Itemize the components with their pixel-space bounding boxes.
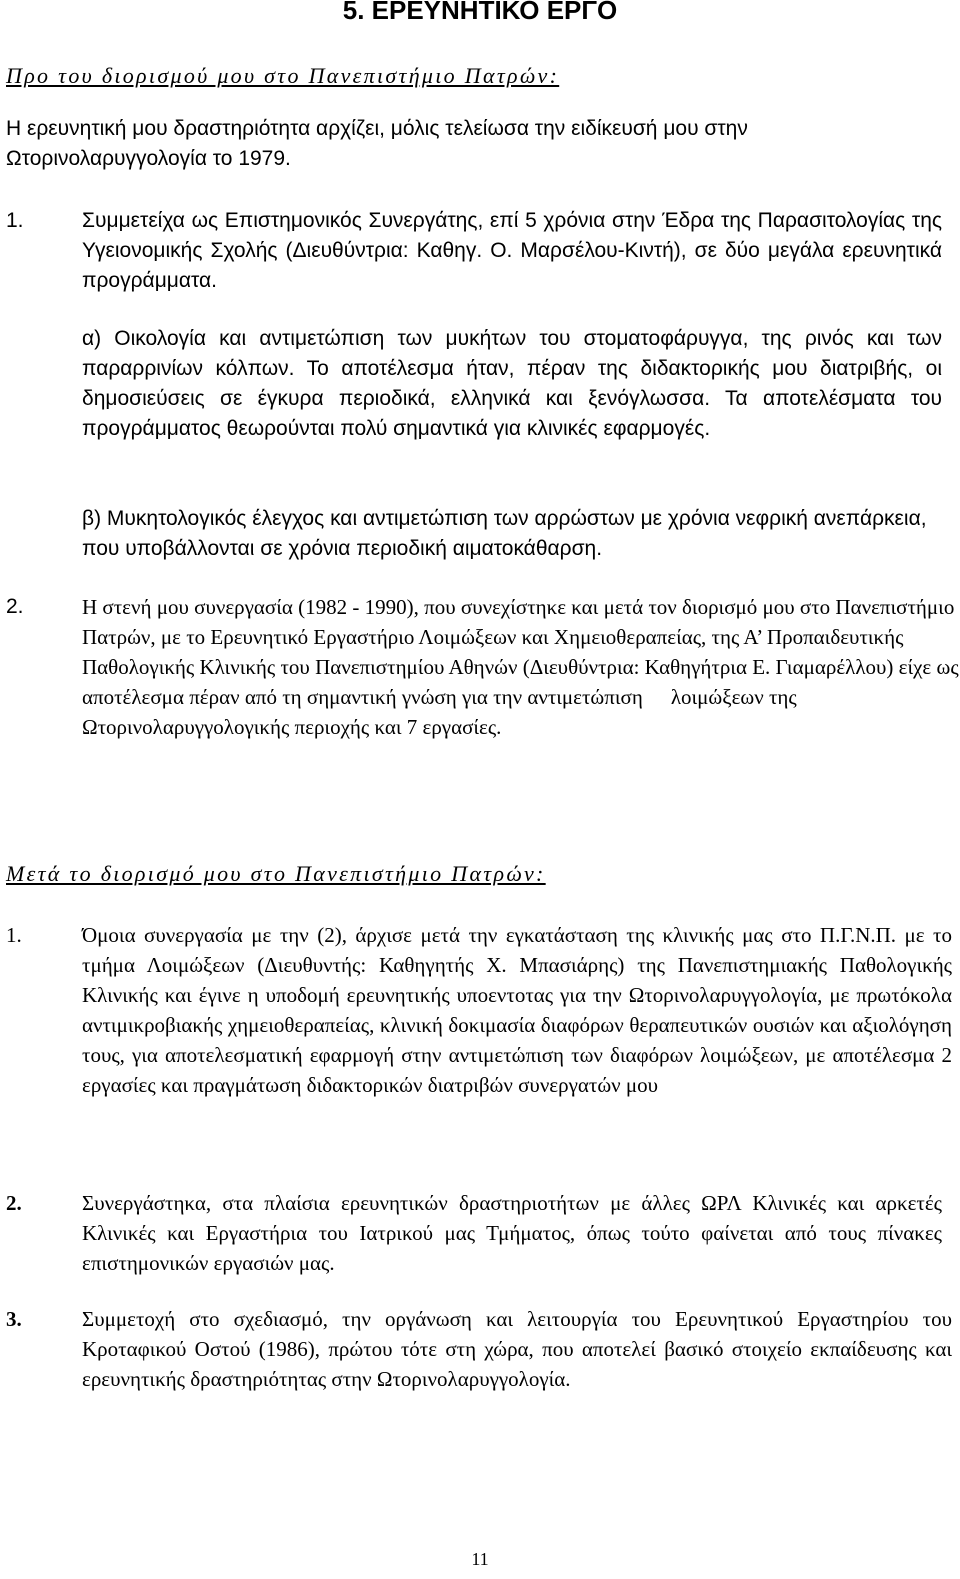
before-item-1-sub-b: β) Μυκητολογικός έλεγχος και αντιμετώπιση των αρρώστων με χρόνια νεφρική ανεπάρκεια, που υποβάλλονται σε χρόνια περιοδική αιματοκάθαρση. — [82, 507, 927, 560]
section-heading-after-appointment: Μετά το διορισμό μου στο Πανεπιστήμιο Πατρών: — [6, 861, 546, 886]
before-item-2-text-part1: Η στενή μου συνεργασία (1982 - 1990), που συνεχίστηκε και μετά τον διορισμό μου στο Πανεπιστήμιο Πατρών, με το Ερευνητικό Εργαστήριο Λοιμώξεων και Χημειοθεραπείας, της Α’ Προπαιδευτικής Παθολογικής Κλινικής του Πανεπιστημίου Αθηνών (Διευθύντρια: Καθηγήτρια Ε. Γιαμαρέλλου) είχε ως αποτέλεσμα πέραν από τη σημαντική γνώση για την αντιμετώπιση — [82, 595, 959, 709]
page-number: 11 — [471, 1549, 489, 1569]
before-item-1-number: 1. — [6, 209, 24, 232]
before-item-2-number: 2. — [6, 595, 24, 618]
after-item-3-number: 3. — [6, 1307, 22, 1331]
after-item-1-text: Όμοια συνεργασία με την (2), άρχισε μετά την εγκατάσταση της κλινικής μας στο Π.Γ.Ν.Π. με το τμήμα Λοιμώξεων (Διευθυντής: Καθηγητής Χ. Μπασιάρης) της Πανεπιστημιακής Παθολογικής Κλινικής και έγινε η υποδομή ερευνητικής υποεντοτας για την Ωτορινολαρυγγολογία, με πρωτόκολα αντιμικροβιακής χημειοθεραπείας, κλινική δοκιμασία διαφόρων θεραπευτικών ουσιών και αξιολόγηση τους, για αποτελεσματική εφαρμογή στην αντιμετώπιση των διαφόρων λοιμώξεων, με αποτέλεσμα 2 εργασίες και πραγμάτωση διδακτορικών διατριβών συνεργατών μου — [82, 923, 952, 1097]
before-item-1-text: Συμμετείχα ως Επιστημονικός Συνεργάτης, επί 5 χρόνια στην Έδρα της Παρασιτολογίας της Υγειονομικής Σχολής (Διευθύντρια: Καθηγ. Ο. Μαρσέλου-Κιντή), σε δύο μεγάλα ερευνητικά προγράμματα. — [82, 209, 942, 292]
after-item-3-text: Συμμετοχή στο σχεδιασμό, την οργάνωση και λειτουργία του Ερευνητικού Εργαστηρίου του Κροταφικού Οστού (1986), πρώτου τότε στη χώρα, που αποτελεί βασικό στοιχείο εκπαίδευσης και ερευνητικής δραστηριότητας στην Ωτορινολαρυγγολογία. — [82, 1307, 952, 1391]
page-title: 5. ΕΡΕΥΝΗΤΙΚΟ ΕΡΓΟ — [342, 0, 618, 25]
after-item-2-number: 2. — [6, 1191, 22, 1215]
before-item-1-sub-a: α) Οικολογία και αντιμετώπιση των μυκήτων του στοματοφάρυγγα, της ρινός και των παραρρινίων κόλπων. Το αποτέλεσμα ήταν, πέραν της διδακτορικής μου διατριβής, οι δημοσιεύσεις σε έγκυρα περιοδικά, ελληνικά και ξενόγλωσσα. Τα αποτελέσματα του προγράμματος θεωρούνται πολύ σημαντικά για κλινικές εφαρμογές. — [82, 327, 942, 440]
after-item-2-text: Συνεργάστηκα, στα πλαίσια ερευνητικών δραστηριοτήτων με άλλες ΩΡΛ Κλινικές και αρκετές Κλινικές και Εργαστήρια του Ιατρικού μας Τμήματος, όπως τούτο φαίνεται από τους πίνακες επιστημονικών εργασιών μας. — [82, 1191, 942, 1275]
before-item-2-text-part2: λοιμώξεων της Ωτορινολαρυγγολογικής περιοχής και 7 εργασίες. — [82, 685, 797, 739]
before-item-2-text — [82, 592, 960, 742]
after-item-1-number: 1. — [6, 923, 22, 947]
intro-paragraph: Η ερευνητική μου δραστηριότητα αρχίζει, μόλις τελείωσα την ειδίκευσή μου στην Ωτορινολαρυγγολογία το 1979. — [6, 117, 748, 170]
section-heading-before-appointment: Προ του διορισμού μου στο Πανεπιστήμιο Πατρών: — [6, 63, 560, 88]
